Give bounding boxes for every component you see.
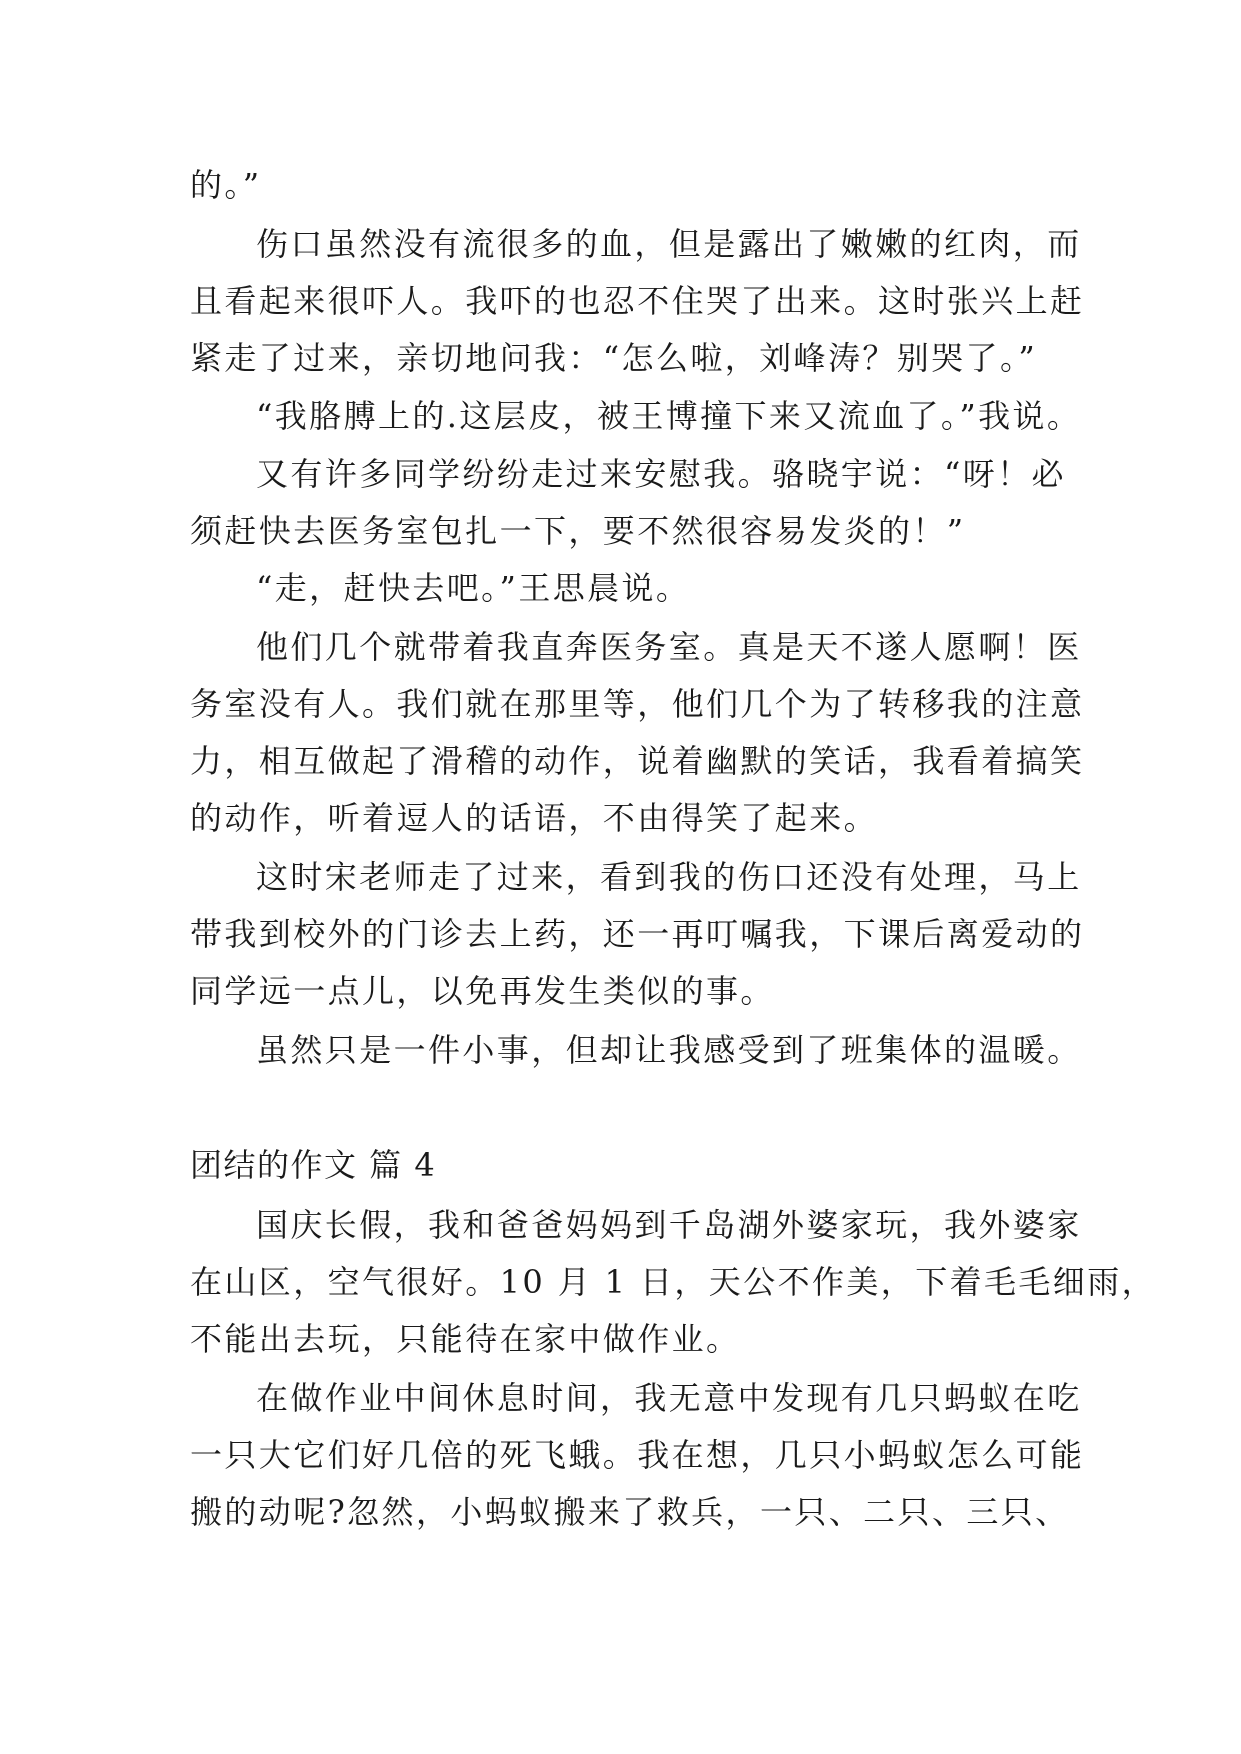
text-line: 在山区，空气很好。10 月 1 日，天公不作美，下着毛毛细雨， <box>190 1263 1156 1301</box>
text-line: 这时宋老师走了过来，看到我的伤口还没有处理，马上 <box>256 858 1082 896</box>
text-line: 紧走了过来，亲切地问我：“怎么啦，刘峰涛？别哭了。” <box>190 339 1038 377</box>
text-line: 他们几个就带着我直奔医务室。真是天不遂人愿啊！医 <box>256 628 1082 666</box>
text-line: “走，赶快去吧。”王思晨说。 <box>256 569 691 607</box>
text-line: 一只大它们好几倍的死飞蛾。我在想，几只小蚂蚁怎么可能 <box>190 1436 1085 1474</box>
text-line: 务室没有人。我们就在那里等，他们几个为了转移我的注意 <box>190 685 1085 723</box>
text-line: 国庆长假，我和爸爸妈妈到千岛湖外婆家玩，我外婆家 <box>256 1206 1082 1244</box>
text-line: 同学远一点儿，以免再发生类似的事。 <box>190 972 775 1010</box>
text-line: 伤口虽然没有流很多的血，但是露出了嫩嫩的红肉，而 <box>256 225 1082 263</box>
text-line: 的动作，听着逗人的话语，不由得笑了起来。 <box>190 799 879 837</box>
text-line: 力，相互做起了滑稽的动作，说着幽默的笑话，我看着搞笑 <box>190 742 1085 780</box>
text-line: 不能出去玩，只能待在家中做作业。 <box>190 1320 741 1358</box>
text-line: 须赶快去医务室包扎一下，要不然很容易发炎的！” <box>190 512 966 550</box>
text-line: 的。” <box>190 166 262 204</box>
text-line: 带我到校外的门诊去上药，还一再叮嘱我，下课后离爱动的 <box>190 915 1085 953</box>
section-heading: 团结的作文 篇 4 <box>190 1146 437 1184</box>
text-line: 且看起来很吓人。我吓的也忍不住哭了出来。这时张兴上赶 <box>190 282 1085 320</box>
text-line: 又有许多同学纷纷走过来安慰我。骆晓宇说：“呀！必 <box>256 455 1066 493</box>
text-line: “我胳膊上的.这层皮，被王博撞下来又流血了。”我说。 <box>256 397 1082 435</box>
text-line: 搬的动呢?忽然，小蚂蚁搬来了救兵，一只、二只、三只、 <box>190 1493 1070 1531</box>
text-line: 虽然只是一件小事，但却让我感受到了班集体的温暖。 <box>256 1031 1082 1069</box>
text-line: 在做作业中间休息时间，我无意中发现有几只蚂蚁在吃 <box>256 1379 1082 1417</box>
